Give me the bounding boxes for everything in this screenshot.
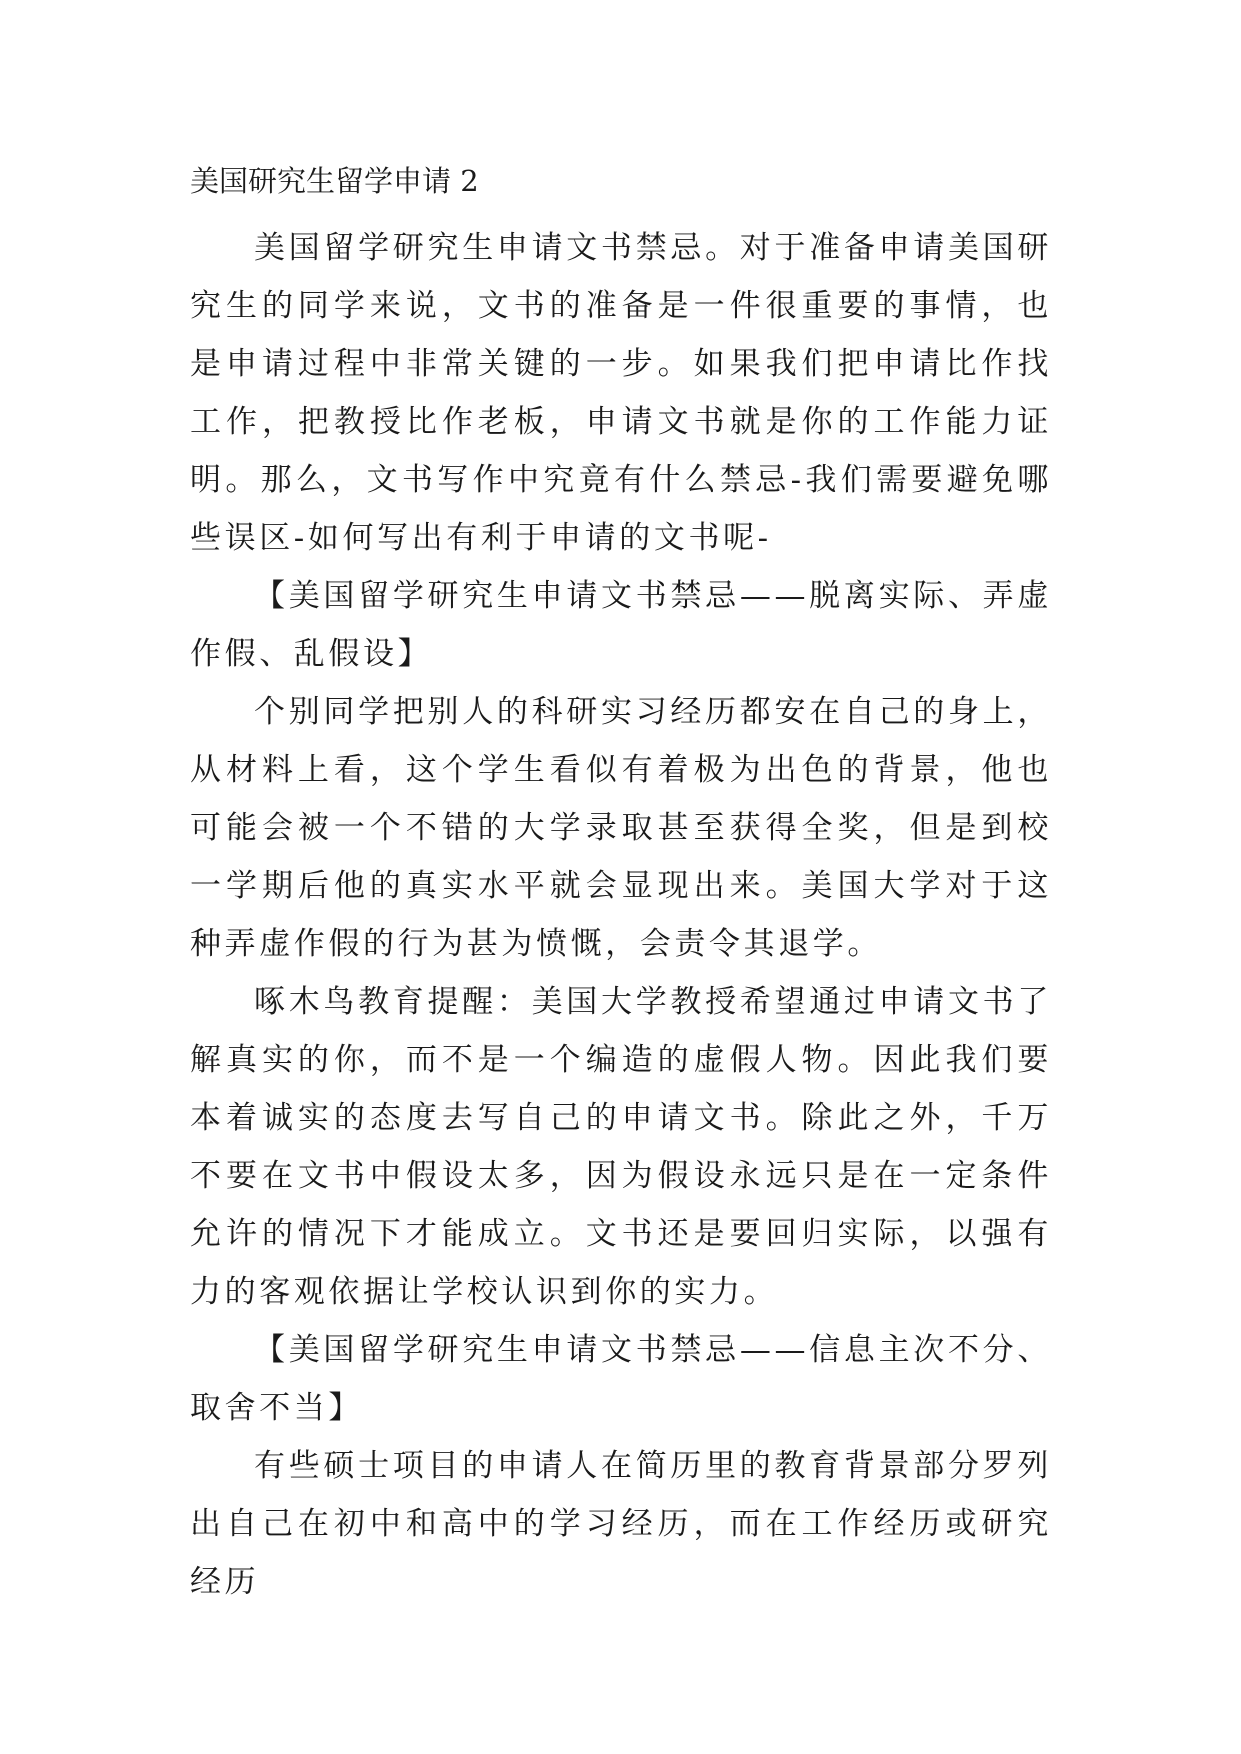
paragraph-fake-experience: 个别同学把别人的科研实习经历都安在自己的身上，从材料上看，这个学生看似有着极为出色的背景，他也可能会被一个不错的大学录取甚至获得全奖，但是到校一学期后他的真实水平就会显现出来。美国大学对于这种弄虚作假的行为甚为愤慨，会责令其退学。 [190,694,1052,962]
paragraph-intro: 美国留学研究生申请文书禁忌。对于准备申请美国研究生的同学来说，文书的准备是一件很重要的事情，也是申请过程中非常关键的一步。如果我们把申请比作找工作，把教授比作老板，申请文书就是你的工作能力证明。那么，文书写作中究竟有什么禁忌-我们需要避免哪些误区-如何写出有利于申请的文书呢- [190,230,1052,556]
section-heading-unrealistic: 【美国留学研究生申请文书禁忌——脱离实际、弄虚作假、乱假设】 [190,578,1052,672]
section-heading-priorities: 【美国留学研究生申请文书禁忌——信息主次不分、取舍不当】 [190,1332,1052,1426]
paragraph-advice: 啄木鸟教育提醒：美国大学教授希望通过申请文书了解真实的你，而不是一个编造的虚假人物。因此我们要本着诚实的态度去写自己的申请文书。除此之外，千万不要在文书中假设太多，因为假设永远只是在一定条件允许的情况下才能成立。文书还是要回归实际，以强有力的客观依据让学校认识到你的实力。 [190,984,1052,1310]
paragraph-resume: 有些硕士项目的申请人在简历里的教育背景部分罗列出自己在初中和高中的学习经历，而在工作经历或研究经历 [190,1448,1052,1600]
document-title: 美国研究生留学申请 2 [190,164,479,198]
document-body [190,219,1052,1611]
